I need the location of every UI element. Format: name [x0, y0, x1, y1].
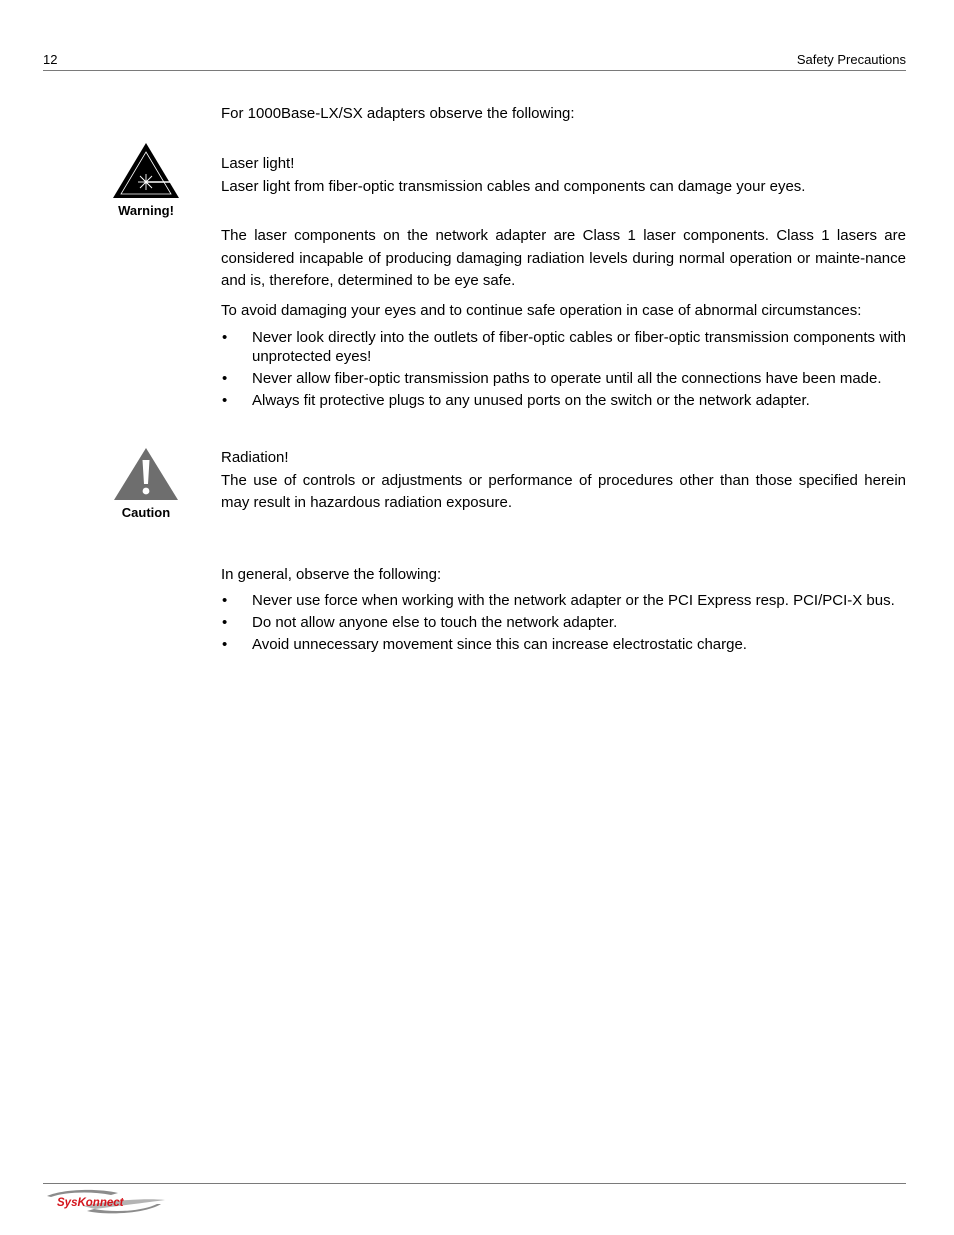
warning-icon-box [110, 142, 182, 218]
section-title: Safety Precautions [796, 52, 906, 67]
bullet-marker: • [222, 329, 228, 346]
warning-heading: Laser light! [221, 155, 295, 172]
footer-divider [43, 1183, 906, 1184]
list-item [221, 635, 906, 654]
warning-block [221, 153, 906, 198]
bullet-marker: • [222, 614, 228, 631]
exclamation-caution-icon [112, 446, 180, 502]
caution-label: Caution [121, 505, 171, 520]
caution-icon-box [110, 446, 182, 520]
list-item-text: Never allow fiber-optic transmission paths to operate until all the connections have been made. [252, 370, 882, 387]
caution-text: The use of controls or adjustments or performance of procedures other than those specified herein may result in hazardous radiation exposure. [221, 471, 906, 511]
laser-warning-icon [112, 142, 180, 200]
bullet-marker: • [222, 592, 228, 609]
list-item-text: Avoid unnecessary movement since this can increase electrostatic charge. [252, 636, 747, 653]
list-item-text: Never use force when working with the network adapter or the PCI Express resp. PCI/PCI-X bus. [252, 592, 895, 609]
general-intro-block [221, 564, 906, 587]
laser-paragraph: The laser components on the network adapter are Class 1 laser components. Class 1 lasers are considered incapable of producing damaging radiation levels during normal operation or mainte-nance and is, therefore, determined to be eye safe. [221, 227, 906, 289]
list-item [221, 591, 906, 610]
warning-text: Laser light from fiber-optic transmission cables and components can damage your eyes. [221, 177, 806, 195]
avoid-intro: To avoid damaging your eyes and to continue safe operation in case of abnormal circumstances: [221, 302, 862, 319]
intro-text [221, 103, 906, 126]
avoid-bullet-list [221, 328, 906, 413]
bullet-marker: • [222, 392, 228, 409]
bullet-marker: • [222, 370, 228, 387]
caution-block [221, 447, 906, 515]
list-item [221, 328, 906, 366]
list-item-text: Do not allow anyone else to touch the network adapter. [252, 614, 618, 631]
page-number: 12 [43, 52, 58, 67]
warning-label: Warning! [118, 203, 174, 218]
avoid-intro-block [221, 300, 906, 323]
syskonnect-logo [43, 1188, 168, 1216]
page-header [43, 51, 906, 71]
list-item [221, 391, 906, 410]
intro-paragraph: For 1000Base-LX/SX adapters observe the following: [221, 105, 575, 122]
laser-paragraph-block [221, 225, 906, 293]
list-item [221, 613, 906, 632]
list-item [221, 369, 906, 388]
caution-heading: Radiation! [221, 449, 289, 466]
bullet-marker: • [222, 636, 228, 653]
general-intro: In general, observe the following: [221, 566, 442, 583]
general-bullet-list [221, 591, 906, 657]
list-item-text: Never look directly into the outlets of fiber-optic cables or fiber-optic transmission components with unprotected eyes! [252, 329, 906, 365]
list-item-text: Always fit protective plugs to any unused ports on the switch or the network adapter. [252, 392, 810, 409]
logo-text: SysKonnect [57, 1197, 124, 1209]
